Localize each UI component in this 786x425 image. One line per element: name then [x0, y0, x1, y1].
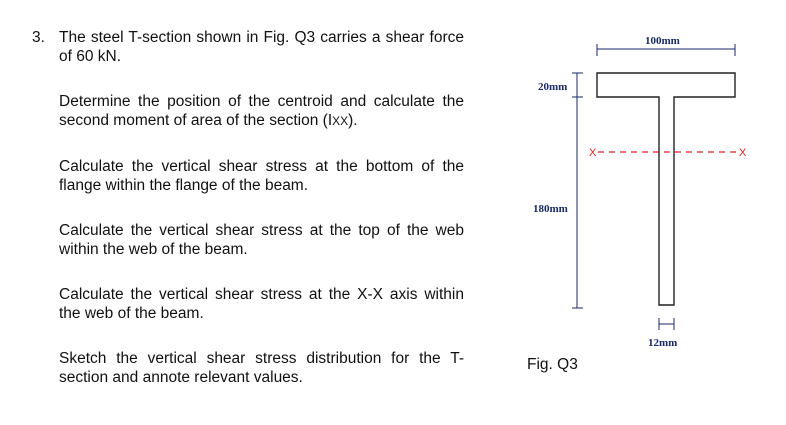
- axis-label-left: X: [589, 147, 597, 159]
- t-section-outline: [597, 73, 735, 305]
- task-web-top-shear: Calculate the vertical shear stress at the top of the web within the web of the beam.: [59, 222, 464, 258]
- task-axis-shear: Calculate the vertical shear stress at the X-X axis within the web of the beam.: [59, 286, 464, 322]
- task-centroid-text: Determine the position of the centroid and calculate the second moment of area of the section (I: [59, 93, 464, 129]
- flange-thickness-label: 20mm: [538, 81, 568, 93]
- question-header: [32, 28, 464, 66]
- t-section-figure: [520, 20, 780, 380]
- ixx-subscript: XX: [332, 114, 349, 128]
- axis-label-right: X: [739, 147, 747, 159]
- question-intro: The steel T-section shown in Fig. Q3 carries a shear force of 60 kN.: [59, 29, 464, 65]
- question-3: [32, 28, 464, 387]
- flange-width-label: 100mm: [645, 35, 680, 47]
- task-centroid: [59, 92, 464, 131]
- web-height-label: 180mm: [533, 203, 568, 215]
- task-sketch: Sketch the vertical shear stress distribution for the T-section and annote relevant values.: [59, 350, 464, 386]
- figure-caption: Fig. Q3: [527, 356, 578, 373]
- t-section-drawing: [520, 20, 780, 360]
- task-centroid-end: ).: [348, 112, 358, 129]
- web-thickness-label: 12mm: [648, 337, 678, 349]
- question-number: 3.: [32, 29, 45, 46]
- task-flange-shear: Calculate the vertical shear stress at the bottom of the flange within the flange of the beam.: [59, 158, 464, 194]
